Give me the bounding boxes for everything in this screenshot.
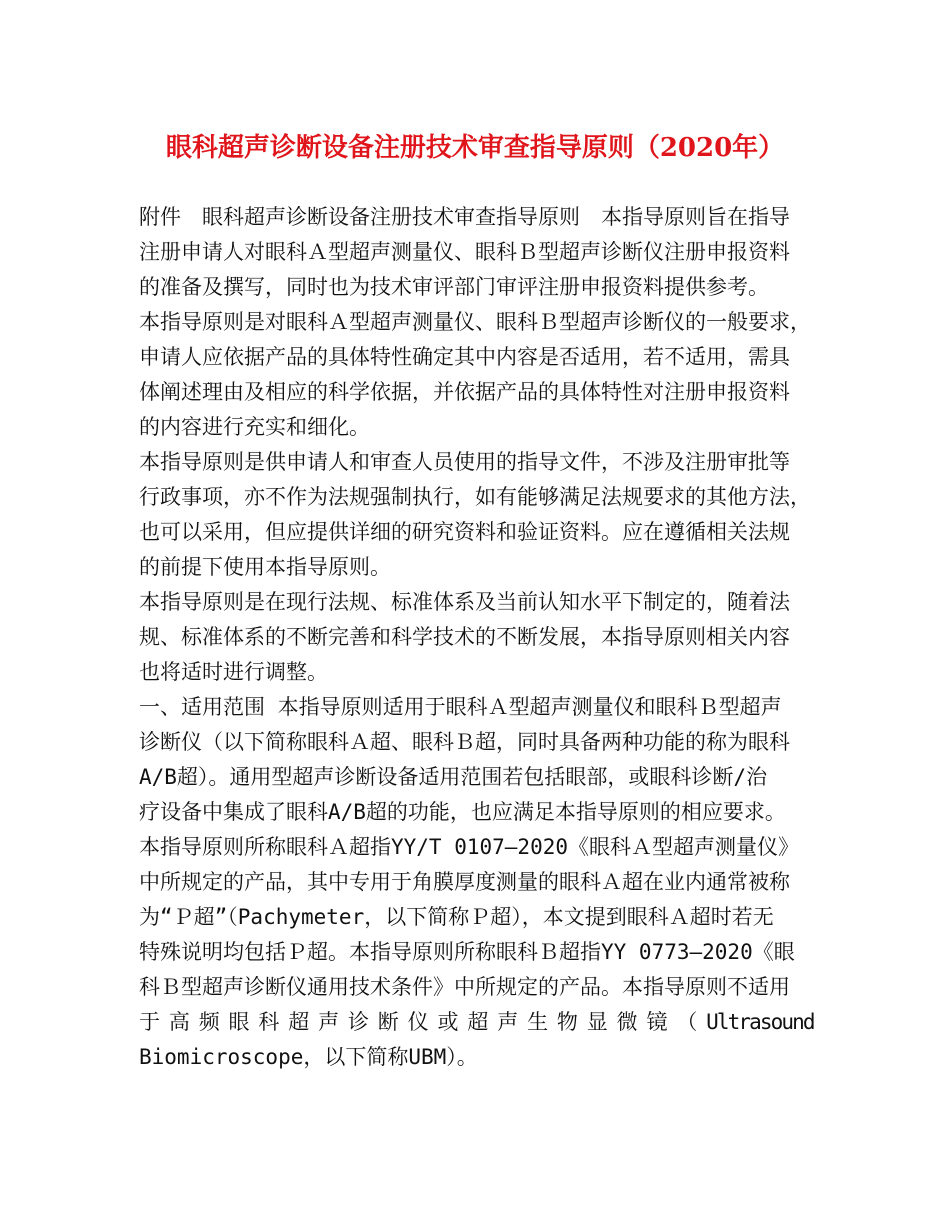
body-line: 也将适时进行调整。 <box>139 660 328 684</box>
body-line: 中所规定的产品，其中专用于角膜厚度测量的眼科Ａ超在业内通常被称 <box>139 870 790 894</box>
body-line: 科Ｂ型超声诊断仪通用技术条件》中所规定的产品。本指导原则不适用 <box>139 975 790 999</box>
body-line: 疗设备中集成了眼科A/B超的功能，也应满足本指导原则的相应要求。 <box>139 800 786 824</box>
body-line: 体阐述理由及相应的科学依据，并依据产品的具体特性对注册申报资料 <box>139 380 790 404</box>
body-line: 的内容进行充实和细化。 <box>139 415 370 439</box>
body-line: 一、适用范围 本指导原则适用于眼科Ａ型超声测量仪和眼科Ｂ型超声 <box>139 695 782 719</box>
document-body <box>139 200 814 1075</box>
body-line: 特殊说明均包括Ｐ超。本指导原则所称眼科Ｂ超指YY 0773—2020《眼 <box>139 940 795 964</box>
document-title: 眼科超声诊断设备注册技术审查指导原则（2020年） <box>165 133 785 163</box>
body-line: 诊断仪（以下简称眼科Ａ超、眼科Ｂ超，同时具备两种功能的称为眼科 <box>139 730 790 754</box>
body-line: 附件 眼科超声诊断设备注册技术审查指导原则 本指导原则旨在指导 <box>139 205 790 229</box>
body-line: 申请人应依据产品的具体特性确定其中内容是否适用，若不适用，需具 <box>139 345 790 369</box>
body-line: 注册申请人对眼科Ａ型超声测量仪、眼科Ｂ型超声诊断仪注册申报资料 <box>139 240 790 264</box>
body-line: A/B超）。通用型超声诊断设备适用范围若包括眼部，或眼科诊断/治 <box>139 765 768 789</box>
body-line: 的准备及撰写，同时也为技术审评部门审评注册申报资料提供参考。 <box>139 275 769 299</box>
body-line: 也可以采用，但应提供详细的研究资料和验证资料。应在遵循相关法规 <box>139 520 790 544</box>
body-line: 本指导原则所称眼科Ａ超指YY/T 0107—2020《眼科Ａ型超声测量仪》 <box>139 835 800 859</box>
body-line: 本指导原则是供申请人和审查人员使用的指导文件，不涉及注册审批等 <box>139 450 790 474</box>
body-line: 于 高 频 眼 科 超 声 诊 断 仪 或 超 声 生 物 显 微 镜 （ Ultrasound <box>139 1010 814 1034</box>
body-line: 行政事项，亦不作为法规强制执行，如有能够满足法规要求的其他方法， <box>139 485 811 509</box>
body-line: 规、标准体系的不断完善和科学技术的不断发展，本指导原则相关内容 <box>139 625 790 649</box>
body-line: Biomicroscope，以下简称UBM）。 <box>139 1045 478 1069</box>
body-line: 的前提下使用本指导原则。 <box>139 555 391 579</box>
body-line: 为“Ｐ超”（Pachymeter，以下简称Ｐ超），本文提到眼科Ａ超时若无 <box>139 905 774 929</box>
body-line: 本指导原则是对眼科Ａ型超声测量仪、眼科Ｂ型超声诊断仪的一般要求， <box>139 310 811 334</box>
body-line: 本指导原则是在现行法规、标准体系及当前认知水平下制定的，随着法 <box>139 590 790 614</box>
